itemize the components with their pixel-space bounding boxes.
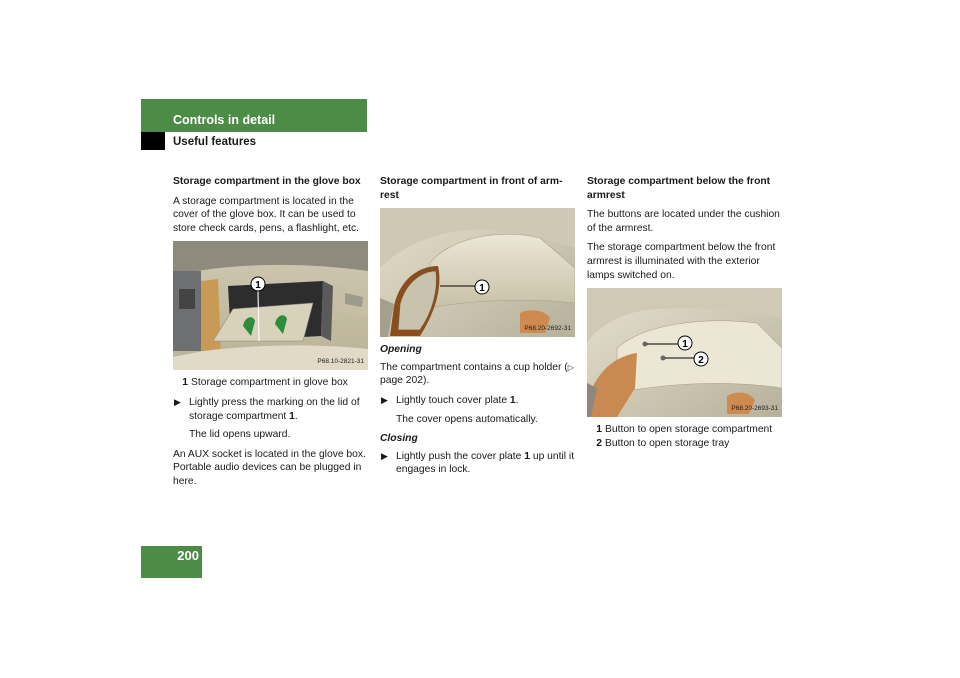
callout-1: 1 xyxy=(479,283,485,295)
caption-number: 1 xyxy=(182,377,188,389)
caption xyxy=(587,437,782,451)
triangle-right-icon: ▶ xyxy=(174,396,181,407)
glove-box-illustration xyxy=(173,241,368,370)
intro-text: A storage compartment is located in the cover of the glove box. It can be used to store check cards, pens, a flashlight, etc. xyxy=(173,195,360,234)
subsection-title: Useful features xyxy=(173,136,257,148)
step-text-b: up until it engages in lock. xyxy=(396,450,575,476)
caption-number: 2 xyxy=(596,437,602,449)
heading-armrest-front: Storage compartment in front of arm-rest xyxy=(380,176,563,201)
caption-number: 1 xyxy=(596,424,602,436)
step-text-a: Lightly push the cover plate xyxy=(396,450,522,462)
step-text: Lightly touch cover plate xyxy=(396,394,508,406)
step-touch-cover: ▶ Lightly touch cover plate 1. xyxy=(381,394,519,406)
armrest-below-illustration xyxy=(587,288,782,417)
triangle-ref-icon: ▷ xyxy=(567,362,574,372)
page-number: 200 xyxy=(177,548,199,563)
step-text: Lightly press the marking on the lid of storage compartment xyxy=(189,396,360,422)
step-press-marking: ▶ Lightly press the marking on the lid of storage compartment 1. xyxy=(174,396,360,422)
buttons-text: The buttons are located under the cushion of the armrest. xyxy=(587,209,780,234)
callout-2: 2 xyxy=(698,355,704,367)
caption xyxy=(173,376,368,390)
step-ref: 1 xyxy=(289,410,295,422)
column-glove-box xyxy=(173,175,368,495)
caption-text: Storage compartment in glove box xyxy=(191,377,348,389)
column-armrest-below xyxy=(587,175,782,456)
callout-1: 1 xyxy=(255,280,261,292)
step-ref: 1 xyxy=(524,450,530,462)
glove-box-image xyxy=(173,241,368,370)
figure-code: P68.10-2821-31 xyxy=(317,357,364,365)
armrest-below-image xyxy=(587,288,782,417)
caption-text: Button to open storage compartment xyxy=(605,424,773,436)
heading-glove-box: Storage compartment in the glove box xyxy=(173,176,361,187)
header-tab-marker xyxy=(141,132,165,150)
column-armrest-front xyxy=(380,175,575,482)
aux-note: An AUX socket is located in the glove box. Portable audio devices can be plugged in here. xyxy=(173,448,366,487)
figure-code: P68.20-2693-31 xyxy=(731,404,778,412)
heading-closing: Closing xyxy=(380,433,418,445)
step-result: The lid opens upward. xyxy=(189,429,291,441)
callout-1: 1 xyxy=(682,339,688,351)
page-ref-link[interactable]: page 202). xyxy=(380,375,430,387)
armrest-front-image xyxy=(380,208,575,337)
figure-code: P68.20-2692-31 xyxy=(524,324,571,332)
step-result: The cover opens automatically. xyxy=(396,413,538,425)
triangle-right-icon: ▶ xyxy=(381,394,388,405)
opening-text-a: The compartment contains a cup holder ( xyxy=(380,361,568,373)
caption-text: Button to open storage tray xyxy=(605,437,730,449)
armrest-front-illustration xyxy=(380,208,575,337)
illumination-text: The storage compartment below the front armrest is illuminated with the exterior lamps switched on. xyxy=(587,242,776,281)
caption xyxy=(587,423,782,437)
heading-armrest-below: Storage compartment below the front armrest xyxy=(587,176,771,201)
step-push-cover xyxy=(380,450,575,477)
section-title: Controls in detail xyxy=(173,113,276,127)
opening-text xyxy=(380,361,575,388)
triangle-right-icon: ▶ xyxy=(381,450,388,461)
step-ref: 1 xyxy=(509,394,516,406)
heading-opening: Opening xyxy=(380,344,422,356)
